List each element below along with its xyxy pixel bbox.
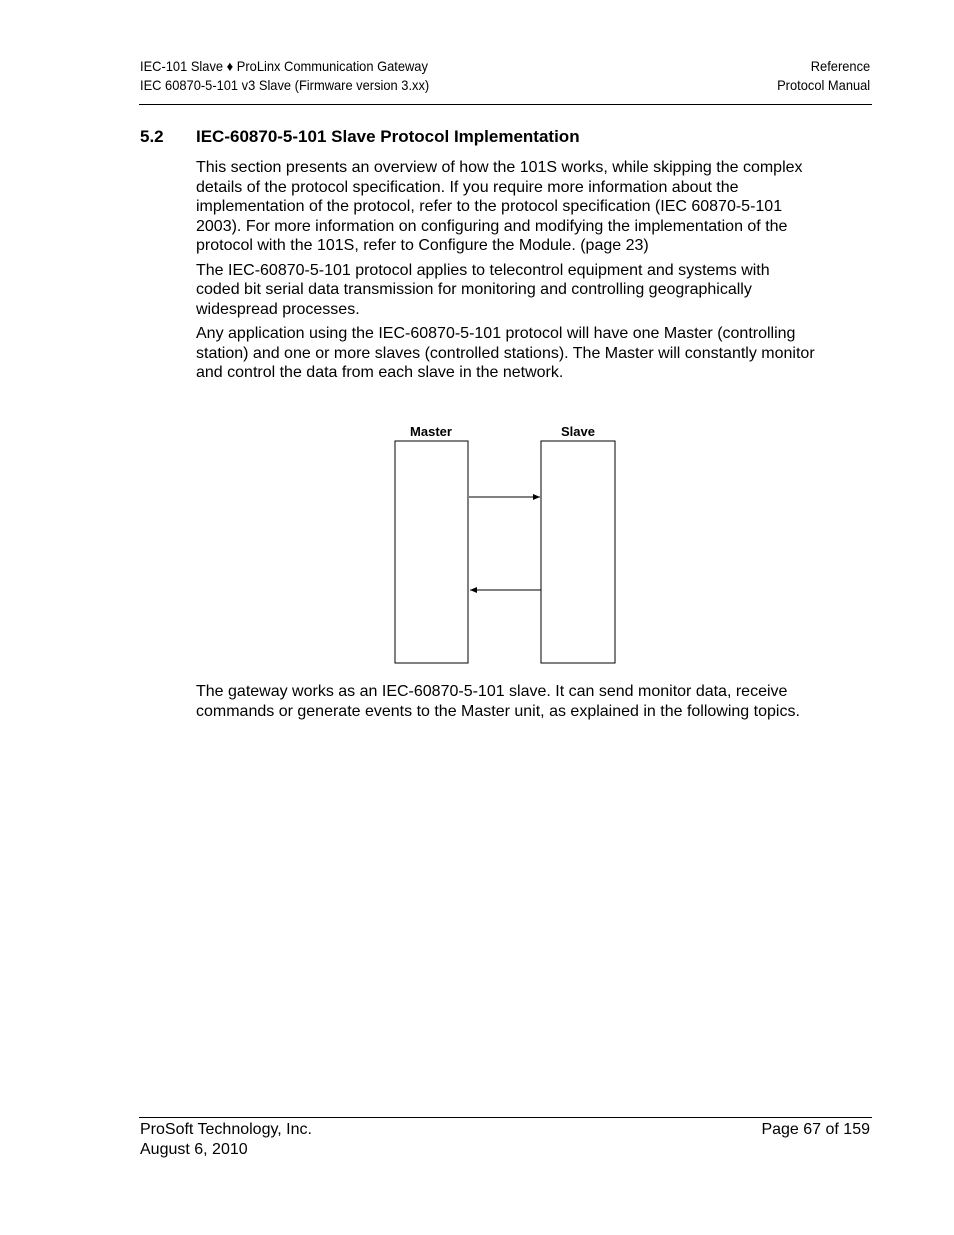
section-title: IEC-60870-5-101 Slave Protocol Implementation <box>196 127 580 146</box>
footer-page-number: Page 67 of 159 <box>761 1121 870 1138</box>
header-manual-type: Protocol Manual <box>776 77 870 93</box>
footer-left <box>140 1120 312 1159</box>
header-firmware-line: IEC 60870-5-101 v3 Slave (Firmware version 3.xx) <box>140 77 430 93</box>
footer-right <box>761 1120 870 1140</box>
header-right <box>777 57 870 95</box>
paragraph-gateway-role: The gateway works as an IEC-60870-5-101 slave. It can send monitor data, receive commands or generate events to the Master unit, as explained in the following topics. <box>196 683 800 720</box>
header-reference: Reference <box>810 58 870 74</box>
master-label: Master <box>410 424 452 439</box>
intro-text <box>196 158 816 388</box>
header-left <box>140 57 429 95</box>
slave-label: Slave <box>561 424 595 439</box>
paragraph-master-slave: Any application using the IEC-60870-5-101 protocol will have one Master (controlling station) and one or more slaves (controlled stations). The Master will constantly monitor and control the data from each slave in the network. <box>196 325 815 381</box>
master-box <box>395 441 468 663</box>
master-slave-diagram <box>360 418 650 673</box>
footer-date: August 6, 2010 <box>140 1140 248 1158</box>
paragraph-overview: This section presents an overview of how the 101S works, while skipping the complex details of the protocol specification. If you require more information about the implementation of the protocol, refer to the protocol specification (IEC 60870-5-101 2003). For more information on configuring and modifying the implementation of the protocol with the 101S, refer to Configure the Module. (page 23) <box>196 159 803 254</box>
slave-box <box>541 441 615 663</box>
header-product-title: IEC-101 Slave ♦ ProLinx Communication Gateway <box>140 58 428 74</box>
footer-rule <box>139 1117 872 1118</box>
header-rule <box>139 104 872 105</box>
section-number: 5.2 <box>140 127 164 146</box>
paragraph-scope: The IEC-60870-5-101 protocol applies to telecontrol equipment and systems with coded bit serial data transmission for monitoring and controlling geographically widespread processes. <box>196 261 770 318</box>
footer-company: ProSoft Technology, Inc. <box>140 1121 312 1138</box>
closing-text <box>196 682 816 726</box>
